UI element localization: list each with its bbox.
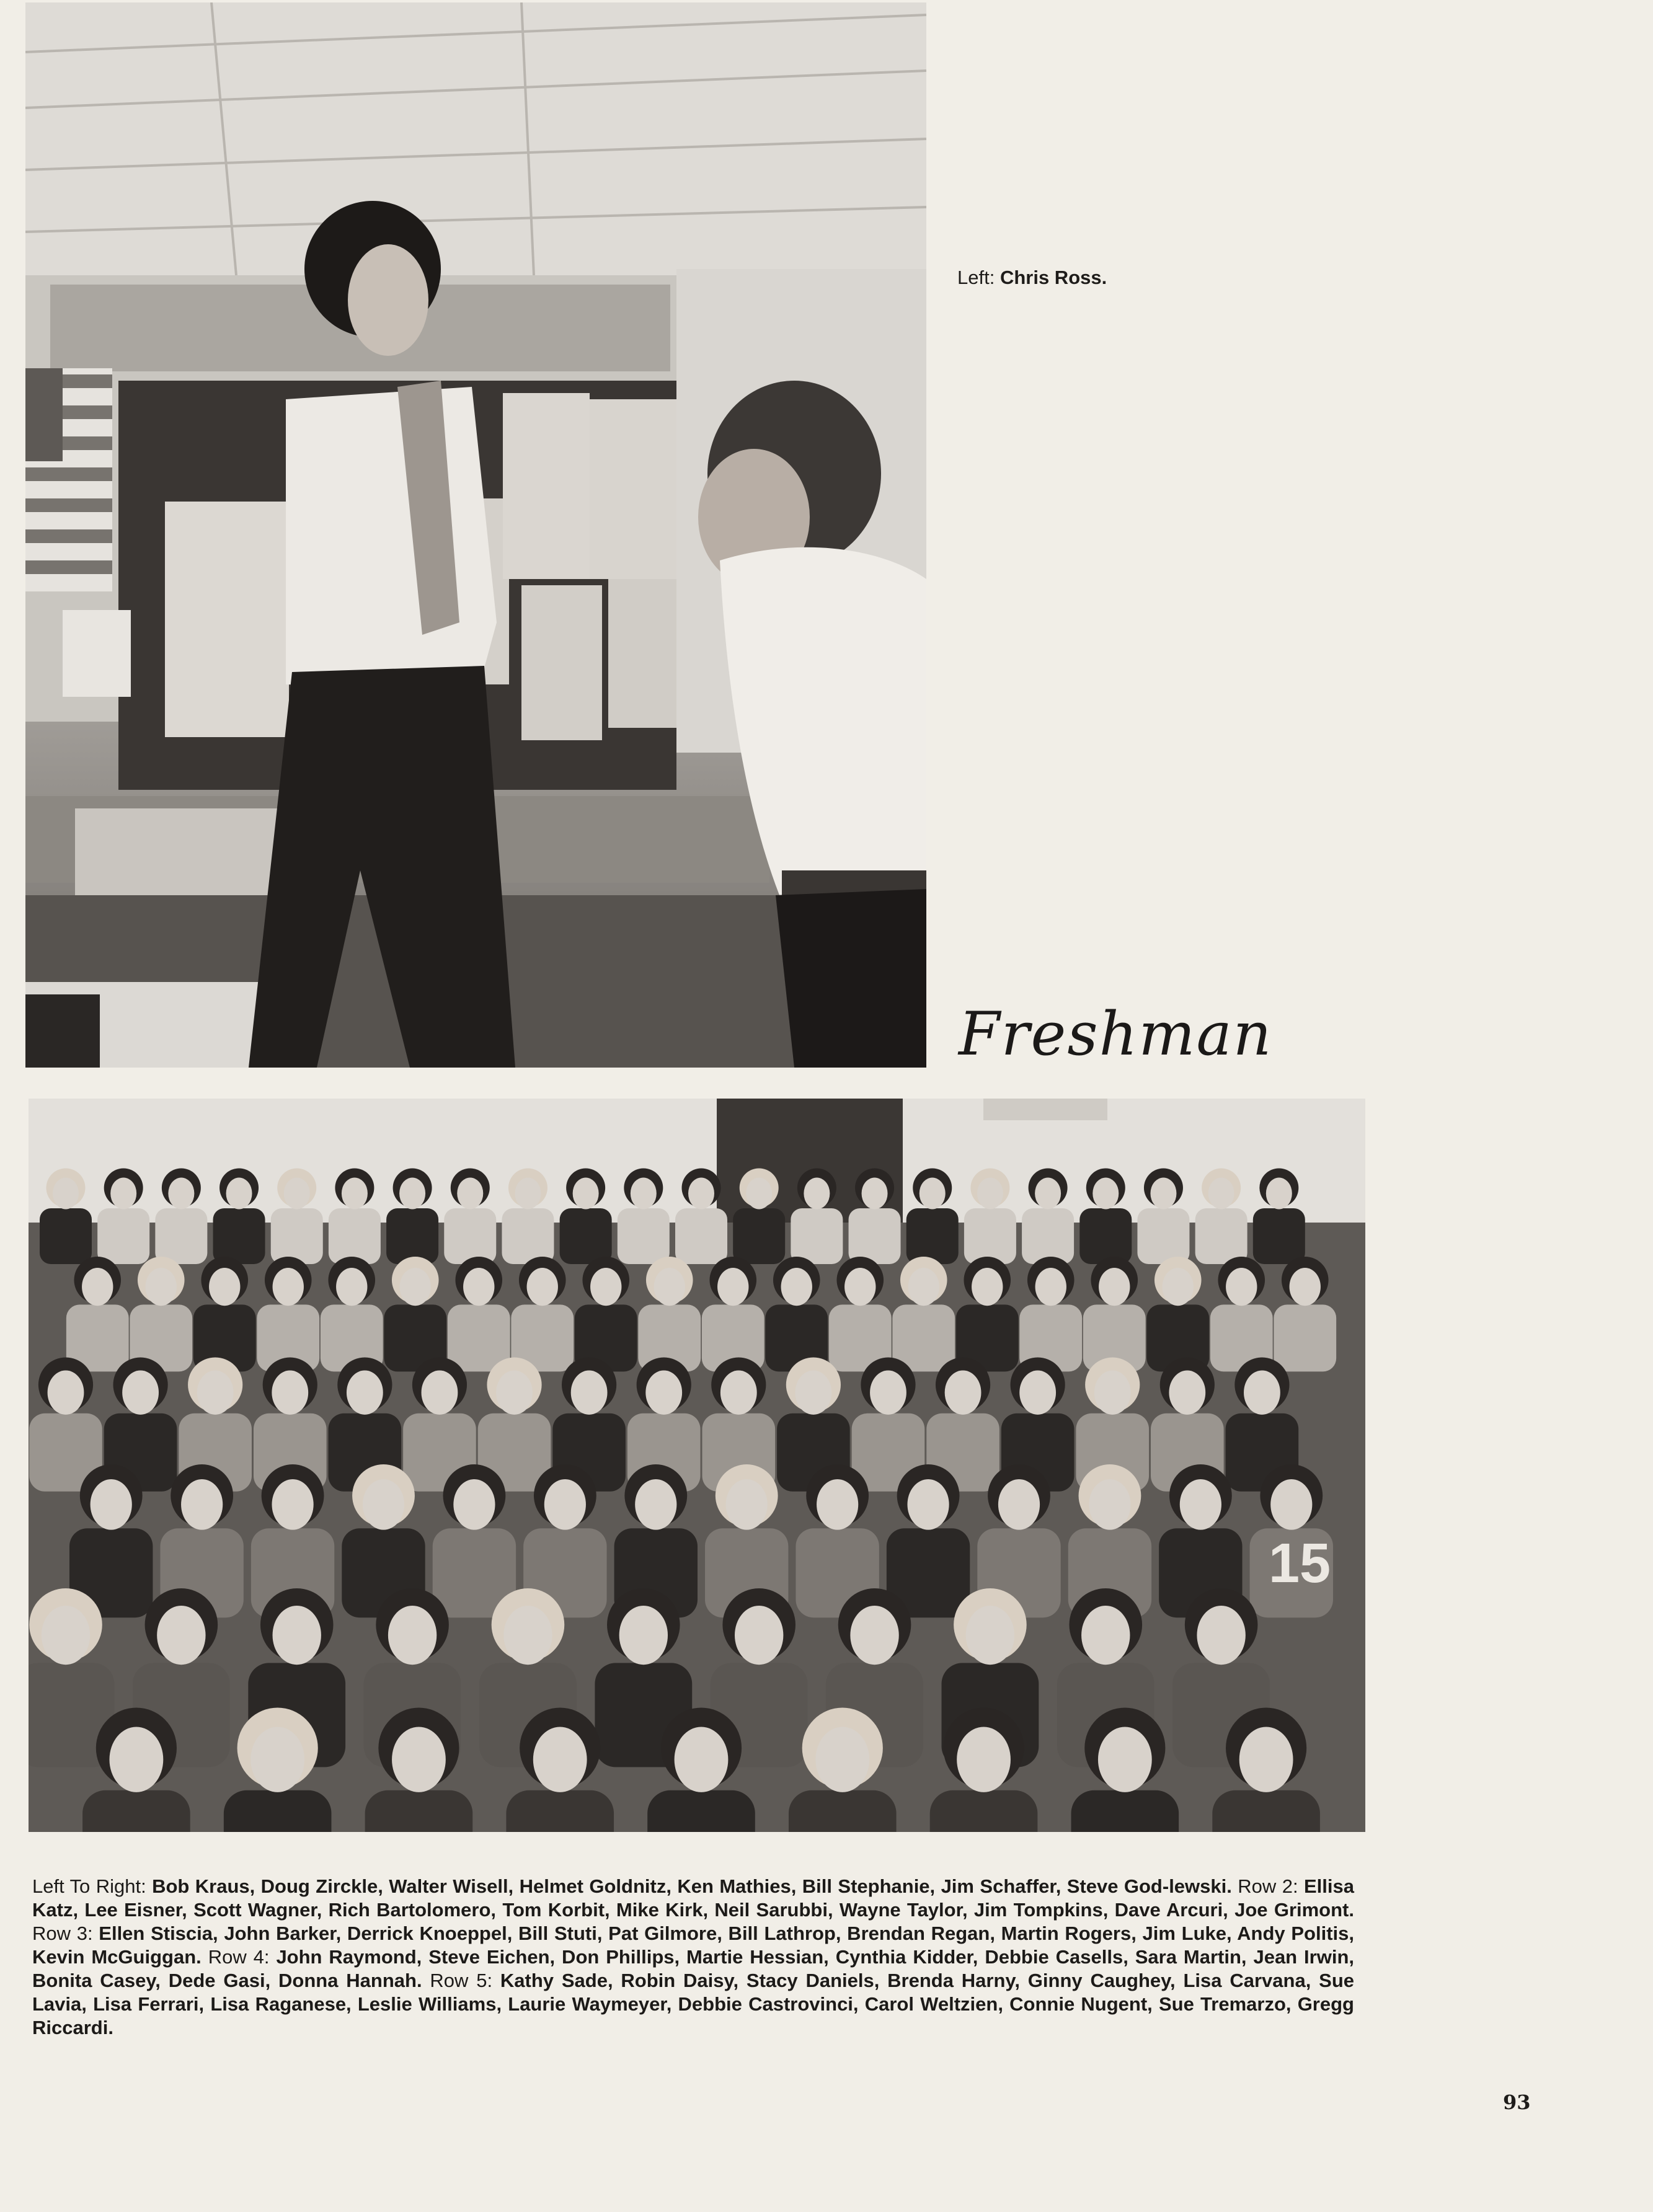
roster-row-label: Row 5: xyxy=(430,1970,500,1991)
roster-row-label: Left To Right: xyxy=(32,1875,153,1897)
roster-row-label: Row 2: xyxy=(1238,1875,1304,1897)
jersey-number: 15 xyxy=(1269,1533,1331,1595)
freshman-group-photo xyxy=(29,1099,1365,1832)
caption-prefix: Left: xyxy=(957,267,995,288)
page-number: 93 xyxy=(1503,2090,1531,2114)
section-title: Freshman xyxy=(959,999,1273,1069)
roster-row-names: Ellen Stiscia, John Barker, Derrick Knoeppel, Bill Stuti, Pat Gilmore, Bill Lathrop, Brendan Regan, Martin Rogers, Jim Luke, Andy Politis, Kevin McGuiggan. xyxy=(32,1922,1354,1968)
classroom-photo xyxy=(25,2,926,1068)
roster-row-label: Row 4: xyxy=(208,1946,277,1968)
roster-row-names: Kathy Sade, Robin Daisy, Stacy Daniels, Brenda Harny, Ginny Caughey, Lisa Carvana, Sue Lavia, Lisa Ferrari, Lisa Raganese, Leslie Williams, Laurie Waymeyer, Debbie Castrovinci, Carol Weltzien, Connie Nugent, Sue Tremarzo, Gregg Riccardi. xyxy=(32,1970,1354,2038)
roster-caption xyxy=(32,1875,1354,2040)
roster-row-label: Row 3: xyxy=(32,1922,99,1944)
caption-name: Chris Ross. xyxy=(999,267,1107,288)
photo-caption xyxy=(957,267,1107,289)
roster-row-names: Bob Kraus, Doug Zirckle, Walter Wisell, Helmet Goldnitz, Ken Mathies, Bill Stephanie, Jim Schaffer, Steve God-lewski. xyxy=(152,1875,1238,1897)
roster-row-names: Ellisa Katz, Lee Eisner, Scott Wagner, Rich Bartolomero, Tom Korbit, Mike Kirk, Neil Sarubbi, Wayne Taylor, Jim Tompkins, Dave Arcuri, Joe Grimont. xyxy=(32,1875,1354,1921)
roster-row-names: John Raymond, Steve Eichen, Don Phillips, Martie Hessian, Cynthia Kidder, Debbie Casells, Sara Martin, Jean Irwin, Bonita Casey, Dede Gasi, Donna Hannah. xyxy=(32,1946,1355,1991)
